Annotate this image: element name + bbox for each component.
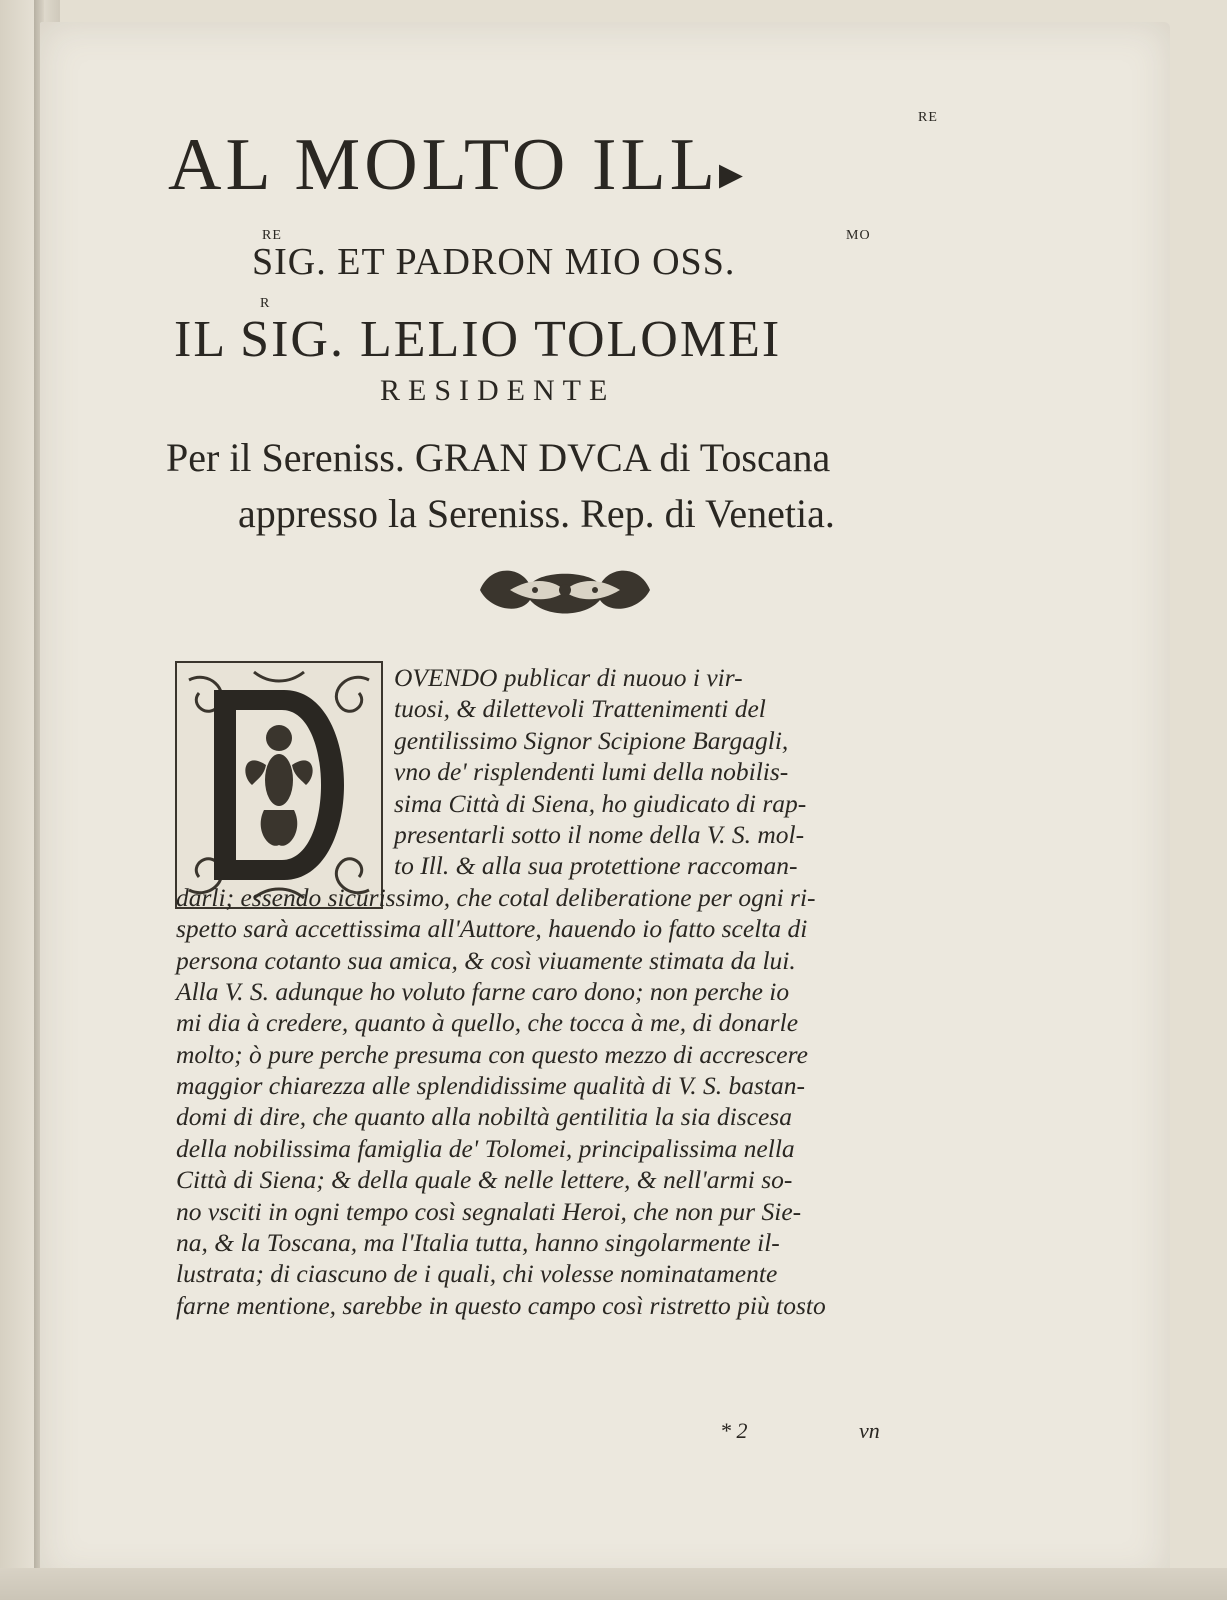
heading-line-1-text: AL MOLTO ILL (168, 124, 719, 206)
heading-line-2-superscript: RE (262, 228, 282, 243)
body-line: persona cotanto sua amica, & così viuamente stimata da lui. (176, 945, 796, 975)
body-line: domi di dire, che quanto alla nobiltà gentilitia la sia discesa (176, 1102, 792, 1132)
signature-mark: * 2 (720, 1418, 748, 1443)
heading-line-4: RESIDENTE (380, 374, 616, 407)
body-line: sima Città di Siena, ho giudicato di rap- (394, 788, 807, 818)
body-line: farne mentione, sarebbe in questo campo così ristretto più tosto (176, 1290, 826, 1320)
body-line: lustrata; di ciascuno de i quali, chi volesse nominatamente (176, 1259, 778, 1289)
heading-line-1: AL MOLTO ILL▸ (168, 124, 747, 206)
body-line: gentilissimo Signor Scipione Bargagli, (394, 725, 789, 755)
catchword: vn (859, 1418, 880, 1443)
dedication-body (176, 662, 946, 1321)
body-line: mi dia à credere, quanto à quello, che tocca à me, di donarle (176, 1008, 799, 1038)
body-line: presentarli sotto il nome della V. S. mol- (394, 819, 805, 849)
heading-line-6: appresso la Sereniss. Rep. di Venetia. (238, 491, 835, 536)
heading-line-2: SIG. ET PADRON MIO OSS. (252, 241, 736, 283)
body-line: spetto sarà accettissima all'Auttore, hauendo io fatto scelta di (176, 914, 808, 944)
body-line: to Ill. & alla sua protettione raccoman- (394, 851, 798, 881)
page-footer (720, 1418, 940, 1444)
body-line: OVENDO publicar di nuouo i vir- (394, 663, 743, 692)
heading-line-2-superscript-right: MO (846, 228, 871, 243)
body-line: Città di Siena; & della quale & nelle lettere, & nell'armi so- (176, 1165, 793, 1195)
heading-line-5: Per il Sereniss. GRAN DVCA di Toscana (166, 435, 831, 480)
heading-line-3: IL SIG. LELIO TOLOMEI (174, 311, 782, 368)
printer-ornament (470, 560, 660, 624)
body-line: na, & la Toscana, ma l'Italia tutta, hanno singolarmente il- (176, 1228, 780, 1258)
table-surface (0, 1568, 1227, 1600)
heading-line-3-superscript: R (260, 296, 271, 311)
body-line: della nobilissima famiglia de' Tolomei, principalissima nella (176, 1133, 795, 1163)
body-line: vno de' risplendenti lumi della nobilis- (394, 757, 789, 787)
heading-line-1-superscript: RE (918, 110, 938, 125)
body-line: darli; essendo sicurissimo, che cotal deliberatione per ogni ri- (176, 882, 816, 912)
body-line: maggior chiarezza alle splendidissime qualità di V. S. bastan- (176, 1071, 805, 1101)
body-line: no vsciti in ogni tempo così segnalati Heroi, che non pur Sie- (176, 1196, 802, 1226)
body-line: Alla V. S. adunque ho voluto farne caro dono; non perche io (176, 976, 790, 1006)
body-line: molto; ò pure perche presuma con questo mezzo di accrescere (176, 1039, 808, 1069)
body-line: tuosi, & dilettevoli Trattenimenti del (394, 694, 766, 724)
